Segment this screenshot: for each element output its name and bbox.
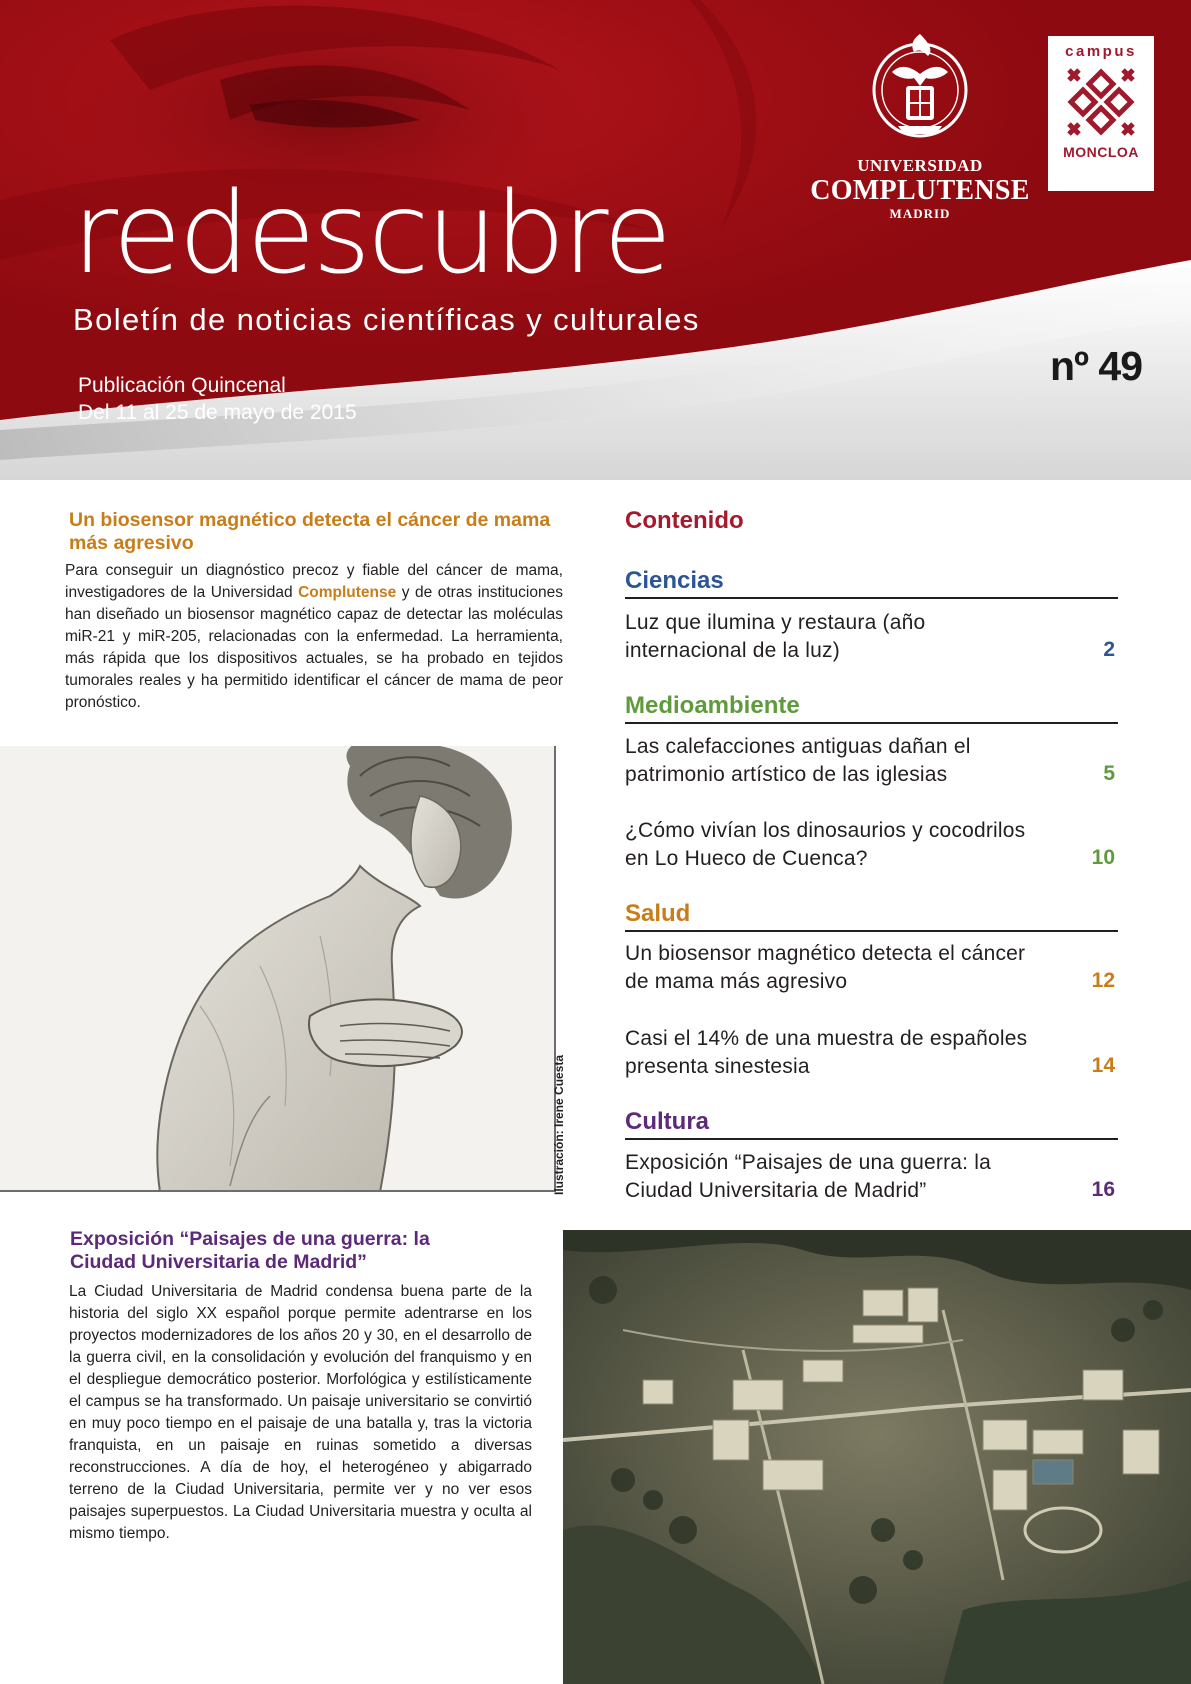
university-city: MADRID [889,206,951,221]
university-logo [805,34,1035,222]
campus-model-drawing [563,1230,1191,1684]
article-biosensor-title: Un biosensor magnético detecta el cáncer de mama más agresivo [69,509,551,554]
masthead [0,0,1191,480]
campus-moncloa-logo [1048,36,1154,191]
toc-item-title: ¿Cómo vivían los dinosaurios y cocodrilos en Lo Hueco de Cuenca? [625,819,1026,870]
publication-title: redescubre [72,169,669,299]
toc-item-title: Casi el 14% de una muestra de españoles presenta sinestesia [625,1027,1028,1078]
toc-item-calefacciones[interactable] [625,733,1115,793]
campus-logo-bottom: MONCLOA [1063,144,1139,160]
illustration-credit: Ilustración: Irene Cuesta [552,1054,566,1195]
campus-model-photo [563,1230,1191,1684]
toc-section-salud: Salud [625,899,1118,932]
article-biosensor-text-2: y de otras instituciones han diseñado un biosensor magnético capaz de detectar las moléculas miR-21 y miR-205, relacionadas con la enfermedad. La herramienta, más rápida que los dispositivos actuales, se ha probado en tejidos tumorales reales y ha permitido identificar el cáncer de mama de peor pronóstico. [65,584,563,711]
article-exposicion-body: La Ciudad Universitaria de Madrid condensa buena parte de la historia del siglo XX español porque permite adentrarse en los proyectos modernizadores de los años 20 y 30, en el desarrollo de la guerra civil, en la consolidación y evolución del franquismo y en el despliegue democrático posterior. Morfológica y estilísticamente el campus se ha transformado. Un paisaje universitario se convirtió en muy poco tiempo en el paisaje de una batalla y, tras la victoria franquista, en un paisaje en ruinas sometido a diversas reconstrucciones. A día de hoy, el heterogéneo y abigarrado terreno de la Ciudad Universitaria, permite ver y no ver esos paisajes superpuestos. La Ciudad Universitaria muestra y oculta al mismo tiempo. [69,1283,532,1542]
toc-item-page: 14 [1091,1054,1115,1077]
toc-item-dinosaurios[interactable] [625,817,1115,877]
university-name-line2: COMPLUTENSE [810,175,1030,206]
toc-item-page: 12 [1091,969,1115,992]
toc-item-luz[interactable] [625,609,1115,669]
toc-item-page: 2 [1103,638,1115,661]
publication-subtitle: Boletín de noticias científicas y culturales [73,302,700,337]
toc-section-medioambiente: Medioambiente [625,691,1118,724]
article-biosensor-body [65,560,563,714]
toc-item-page: 5 [1103,762,1115,785]
toc-item-page: 16 [1091,1178,1115,1201]
publication-info [78,372,357,426]
toc-item-title: Exposición “Paisajes de una guerra: la Ciudad Universitaria de Madrid” [625,1151,991,1202]
toc-section-ciencias: Ciencias [625,566,1118,599]
toc-item-biosensor[interactable] [625,940,1115,1000]
publication-dates: Del 11 al 25 de mayo de 2015 [78,401,357,424]
publication-frequency: Publicación Quincenal [78,374,286,397]
campus-logo-top: campus [1065,43,1137,60]
toc-item-page: 10 [1091,846,1115,869]
article-exposicion-title: Exposición “Paisajes de una guerra: la Ciudad Universitaria de Madrid” [70,1228,430,1273]
complutense-highlight: Complutense [298,584,397,601]
toc-item-title: Las calefacciones antiguas dañan el patrimonio artístico de las iglesias [625,735,971,786]
toc-section-cultura: Cultura [625,1107,1118,1140]
campus-emblem-icon [1061,62,1141,142]
university-crest-icon [870,34,970,152]
toc-item-title: Luz que ilumina y restaura (año internacional de la luz) [625,611,926,662]
toc-item-title: Un biosensor magnético detecta el cáncer de mama más agresivo [625,942,1026,993]
toc-item-exposicion[interactable] [625,1149,1115,1209]
illustration-drawing [0,746,556,1192]
woman-illustration [0,746,556,1192]
toc-heading: Contenido [625,507,744,534]
issue-number: nº 49 [1050,343,1143,389]
toc-item-sinestesia[interactable] [625,1025,1115,1085]
university-name-line1: UNIVERSIDAD [857,156,983,175]
article-biosensor-text-1: Para conseguir un diagnóstico precoz y fiable del cáncer de mama, investigadores de la Universidad [65,562,563,601]
